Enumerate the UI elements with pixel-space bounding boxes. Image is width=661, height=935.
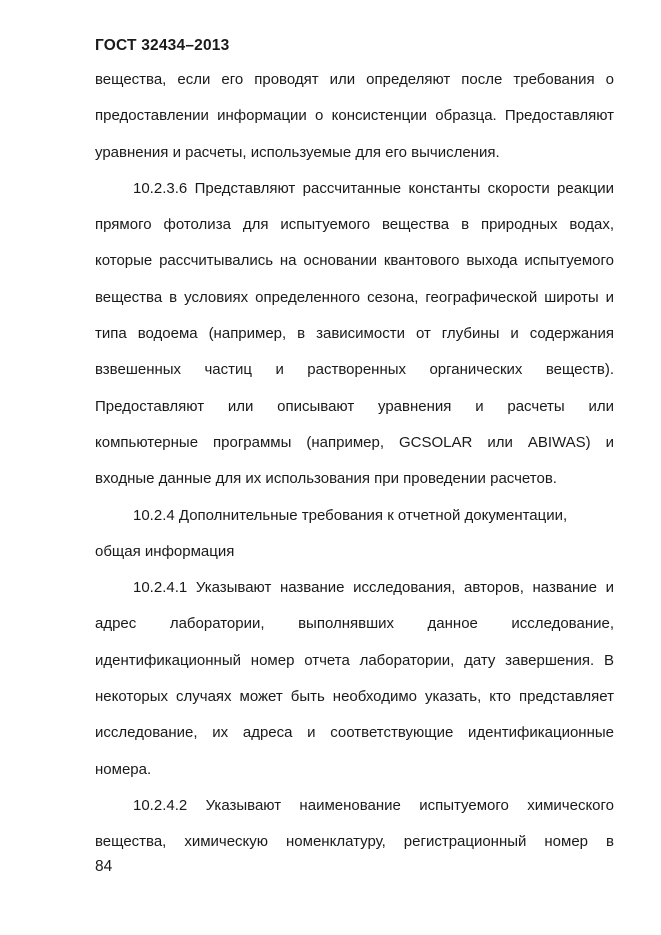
text-line: исследование, их адреса и соответствующие идентификационные: [95, 724, 614, 742]
text-line: предоставлении информации о консистенции образца. Предоставляют: [95, 107, 614, 125]
text-line: типа водоема (например, в зависимости от глубины и содержания: [95, 325, 614, 343]
paragraph-10-2-4-1-start: 10.2.4.1 Указывают название исследования, авторов, название и: [133, 579, 614, 597]
section-10-2-4-heading: 10.2.4 Дополнительные требования к отчетной документации,: [133, 506, 568, 524]
text-line: уравнения и расчеты, используемые для его вычисления.: [95, 143, 500, 161]
text-line: прямого фотолиза для испытуемого вещества в природных водах,: [95, 216, 614, 234]
text-line: номера.: [95, 760, 152, 778]
paragraph-10-2-3-6-start: 10.2.3.6 Представляют рассчитанные константы скорости реакции: [133, 179, 614, 197]
text-line: взвешенных частиц и растворенных органических веществ).: [95, 361, 614, 379]
text-line: идентификационный номер отчета лаборатории, дату завершения. В: [95, 651, 614, 669]
text-line: которые рассчитывались на основании квантового выхода испытуемого: [95, 252, 614, 270]
document-body-text: [95, 62, 614, 861]
text-line: адрес лаборатории, выполнявших данное исследование,: [95, 615, 614, 633]
text-line: вещества в условиях определенного сезона, географической широты и: [95, 288, 614, 306]
page-number: 84: [95, 858, 113, 875]
text-line: входные данные для их использования при проведении расчетов.: [95, 470, 557, 488]
text-line: вещества, если его проводят или определяют после требования о: [95, 71, 614, 88]
text-line: вещества, химическую номенклатуру, регистрационный номер в: [95, 833, 614, 851]
page-header-standard-title: ГОСТ 32434–2013: [95, 37, 230, 54]
paragraph-10-2-4-2-start: 10.2.4.2 Указывают наименование испытуемого химического: [133, 796, 614, 814]
text-line: некоторых случаях может быть необходимо указать, кто представляет: [95, 688, 614, 706]
text-line: Предоставляют или описывают уравнения и расчеты или: [95, 397, 614, 415]
section-10-2-4-heading-continued: общая информация: [95, 542, 235, 560]
text-line: компьютерные программы (например, GCSOLAR или ABIWAS) и: [95, 433, 614, 451]
